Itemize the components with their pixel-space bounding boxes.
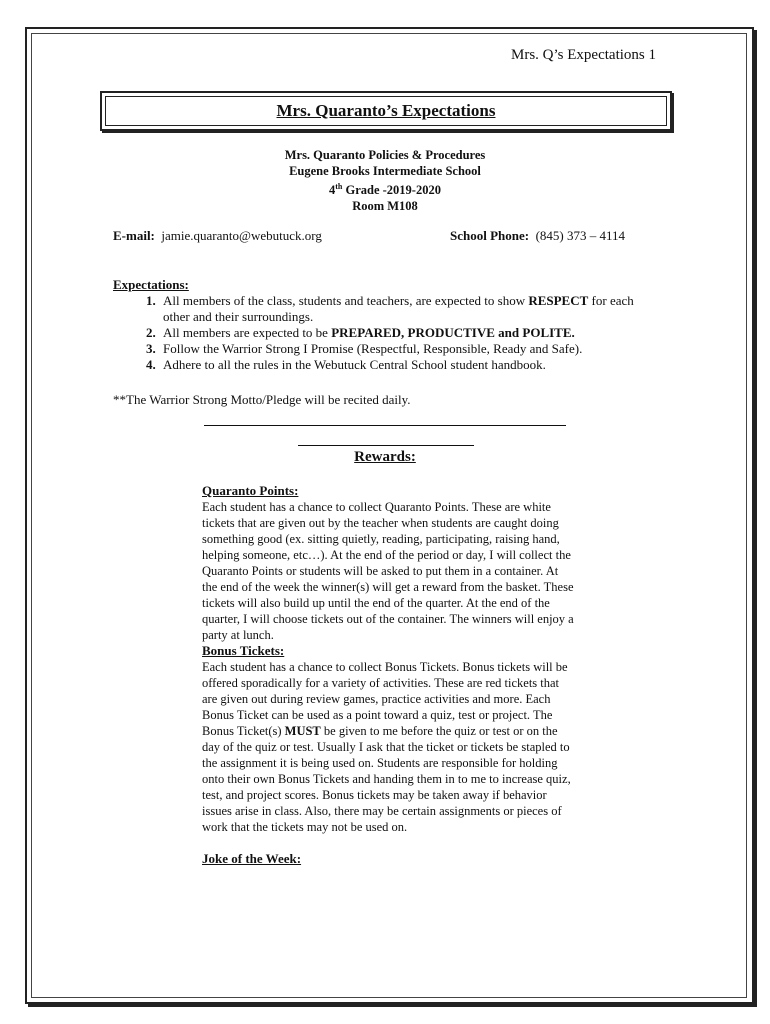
phone-label: School Phone: (450, 228, 530, 243)
expectation-item-1: 1. All members of the class, students and teachers, are expected to show RESPECT for each other and their surroundings. (159, 293, 653, 325)
quaranto-points-heading: Quaranto Points: (202, 483, 299, 498)
grade-line (0, 179, 770, 198)
page-title: Mrs. Quaranto’s Expectations (276, 101, 496, 120)
expectations-heading: Expectations: (113, 277, 189, 292)
quaranto-points-body: Each student has a chance to collect Quaranto Points. These are white tickets that are given out by the teacher when students are caught doing something good (ex. sitting quietly, reading, participating, raising hand, helping someone, etc…). At the end of the period or day, I will collect the Quaranto Points or students will be asked to put them in a container. At the end of the week the winner(s) will get a reward from the basket. These tickets will also build up until the end of the quarter. At the end of the quarter, I will choose tickets out of the container. The winners will enjoy a party at lunch. (202, 500, 574, 642)
room-line: Room M108 (352, 199, 418, 214)
bonus-tickets-body: Each student has a chance to collect Bonus Tickets. Bonus tickets will be offered sporadically for a variety of activities. These are red tickets that are given out during review games, practice activities and more. Each Bonus Ticket can be used as a point toward a quiz, test or project. The Bonus Ticket(s) MUST be given to me before the quiz or test or on the day of the quiz or test. Usually I ask that the ticket or tickets be stapled to the assignment it is being used on. Students are responsible for holding onto their own Bonus Tickets and handing them in to me to increase quiz, test, and project scores. Bonus tickets may be taken away if behavior issues arise in class. Also, there may be certain assignments or pieces of work that the tickets may not be used on. (202, 660, 571, 834)
email-label: E-mail: (113, 228, 155, 243)
divider-short (298, 445, 474, 446)
expectation-item-4: 4. Adhere to all the rules in the Webutuck Central School student handbook. (159, 357, 653, 373)
page-header: Mrs. Q’s Expectations 1 (511, 47, 656, 63)
phone-value: (845) 373 – 4114 (535, 228, 626, 243)
expectation-item-2: 2. All members are expected to be PREPARED, PRODUCTIVE and POLITE. (159, 325, 653, 341)
expectations-list (113, 293, 653, 373)
expectation-item-3: 3. Follow the Warrior Strong I Promise (Respectful, Responsible, Ready and Safe). (159, 341, 653, 357)
grade-number: 4 (329, 183, 336, 198)
email-block (113, 228, 322, 244)
grade-suffix: th (335, 182, 343, 191)
policies-line: Mrs. Quaranto Policies & Procedures (284, 148, 486, 162)
title-box (100, 91, 672, 131)
grade-text: Grade -2019-2020 (345, 183, 441, 198)
phone-block (450, 228, 625, 244)
rewards-heading: Rewards: (354, 449, 416, 465)
motto-note: **The Warrior Strong Motto/Pledge will be recited daily. (113, 392, 411, 407)
quaranto-points-section (202, 483, 574, 867)
divider-long (204, 425, 566, 426)
joke-heading: Joke of the Week: (202, 851, 302, 866)
school-name-line: Eugene Brooks Intermediate School (289, 164, 481, 178)
expectations-section (113, 277, 653, 373)
school-info (0, 147, 770, 214)
email-value[interactable]: jamie.quaranto@webutuck.org (161, 228, 322, 243)
bonus-tickets-heading: Bonus Tickets: (202, 643, 285, 658)
